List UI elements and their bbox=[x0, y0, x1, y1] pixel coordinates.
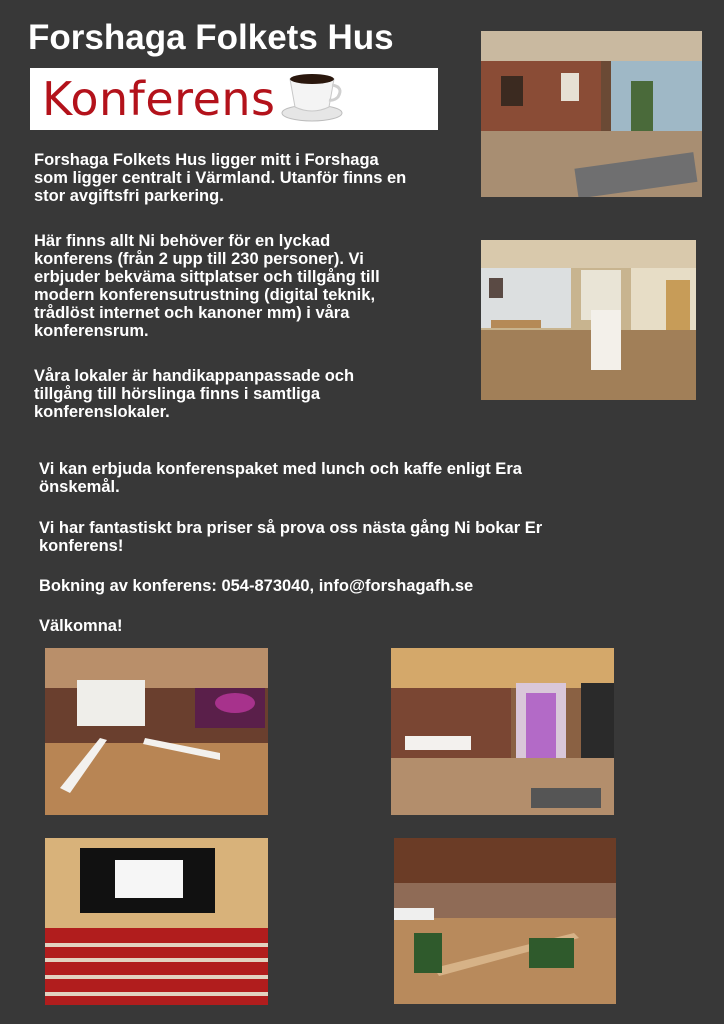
booking-paragraph: Bokning av konferens: 054-873040, info@forshagafh.se bbox=[39, 577, 474, 595]
intro-paragraph: Forshaga Folkets Hus ligger mitt i Forshaga som ligger centralt i Värmland. Utanför finns en stor avgiftsfri parkering. bbox=[34, 151, 407, 205]
welcome-text: Välkomna! bbox=[39, 617, 123, 635]
banquet-hall-photo bbox=[45, 648, 268, 815]
dining-hall-photo bbox=[394, 838, 616, 1004]
page-title: Forshaga Folkets Hus bbox=[28, 18, 394, 57]
cinema-hall-photo bbox=[45, 838, 268, 1005]
coffee-cup-icon bbox=[280, 69, 348, 130]
facilities-paragraph: Här finns allt Ni behöver för en lyckad konferens (från 2 upp till 230 personer). Vi erbjuder bekväma sittplatser och tillgång till modern konferensutrustning (digital teknik, trådlöst internet och kanoner mm) i våra konferensrum. bbox=[34, 232, 380, 340]
logo-text: Konferens bbox=[42, 72, 276, 126]
prices-paragraph: Vi har fantastiskt bra priser så prova oss nästa gång Ni bokar Er konferens! bbox=[39, 519, 543, 555]
conference-room-photo bbox=[391, 648, 614, 815]
corridor-photo bbox=[481, 240, 696, 400]
konferens-logo bbox=[30, 68, 438, 130]
entrance-hall-photo bbox=[481, 31, 702, 197]
accessibility-paragraph: Våra lokaler är handikappanpassade och tillgång till hörslinga finns i samtliga konferenslokaler. bbox=[34, 367, 355, 421]
package-paragraph: Vi kan erbjuda konferenspaket med lunch och kaffe enligt Era önskemål. bbox=[39, 460, 522, 496]
